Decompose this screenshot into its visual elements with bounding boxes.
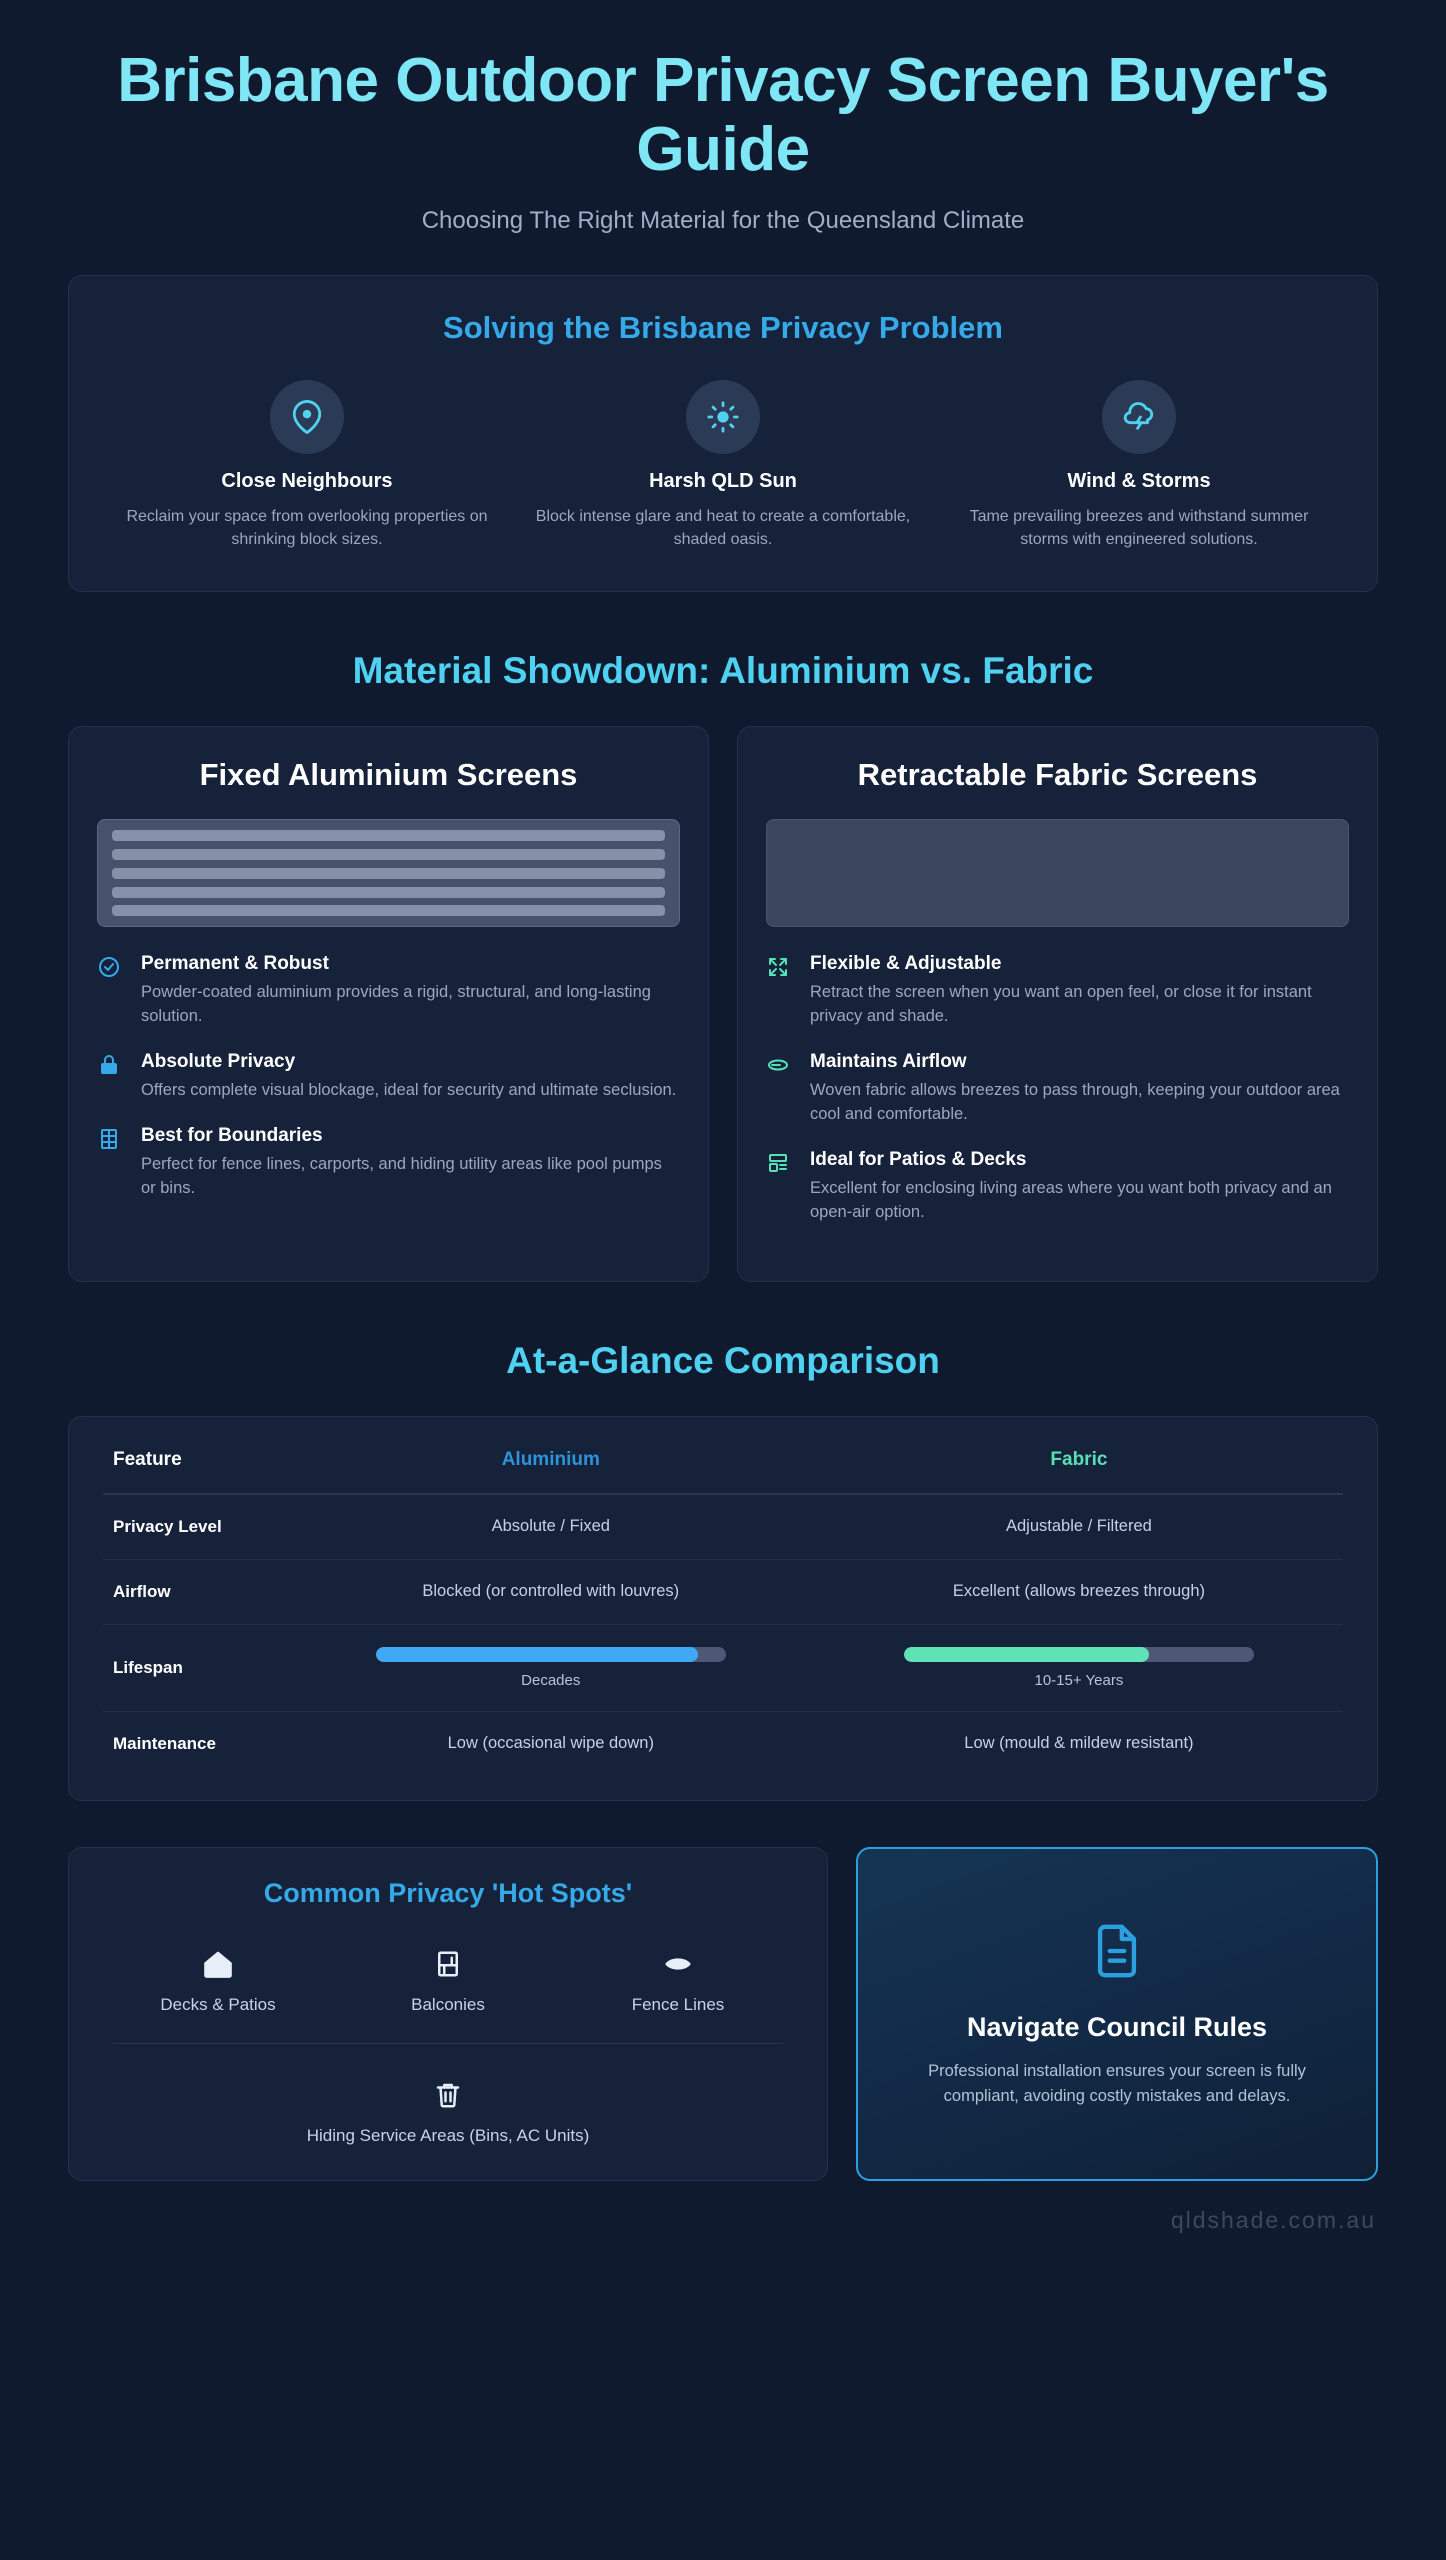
- patio-deck-icon: [766, 1149, 794, 1225]
- feature-heading: Ideal for Patios & Decks: [810, 1148, 1027, 1170]
- table-header-row: [103, 1427, 1343, 1494]
- feature-text: Woven fabric allows breezes to pass through, keeping your outdoor area cool and comfortable.: [810, 1081, 1340, 1124]
- fabric-feature: [766, 953, 1349, 1029]
- fence-line-icon: [563, 1939, 793, 1981]
- row-aluminium-bar: [287, 1624, 815, 1711]
- feature-text: Offers complete visual blockage, ideal for security and ultimate seclusion.: [141, 1081, 677, 1100]
- location-pin-icon: [270, 380, 344, 454]
- table-row: [103, 1494, 1343, 1560]
- fence-icon: [97, 1125, 125, 1201]
- row-feature: Maintenance: [113, 1733, 216, 1753]
- hotspots-card: [68, 1847, 828, 2181]
- problem-item-heading: Harsh QLD Sun: [649, 469, 797, 492]
- hotspots-title: Common Privacy 'Hot Spots': [263, 1877, 633, 1908]
- comparison-title: At-a-Glance Comparison: [506, 1339, 940, 1381]
- hotspot-footer-item: [103, 2070, 793, 2146]
- balcony-icon: [333, 1939, 563, 1981]
- lifespan-bar-fill-aluminium: [376, 1647, 698, 1662]
- column-header-aluminium: Aluminium: [501, 1448, 600, 1470]
- council-card: [856, 1847, 1378, 2181]
- divider: [113, 2043, 783, 2044]
- lock-icon: [97, 1051, 125, 1103]
- trash-bin-icon: [103, 2070, 793, 2112]
- row-fabric-bar: [815, 1624, 1343, 1711]
- hotspot-label: Balconies: [411, 1994, 485, 2014]
- louvre-slats-swatch: [97, 819, 680, 927]
- table-row: [103, 1559, 1343, 1624]
- row-fabric: Adjustable / Filtered: [1006, 1517, 1152, 1536]
- fabric-mesh-swatch: [766, 819, 1349, 927]
- feature-heading: Flexible & Adjustable: [810, 953, 1002, 975]
- house-icon: [103, 1939, 333, 1981]
- lifespan-label-fabric: 10-15+ Years: [1034, 1671, 1124, 1689]
- problem-item: [515, 380, 931, 551]
- problem-item-text: Tame prevailing breezes and withstand summer storms with engineered solutions.: [969, 507, 1309, 549]
- row-feature: Privacy Level: [113, 1516, 222, 1536]
- hotspot-item: [103, 1939, 333, 2015]
- hotspot-label: Decks & Patios: [160, 1994, 276, 2014]
- aluminium-card-title: Fixed Aluminium Screens: [199, 757, 578, 793]
- aluminium-card: [68, 726, 709, 1282]
- lifespan-bar-fill-fabric: [904, 1647, 1149, 1662]
- footer-site: qldshade.com.au: [1170, 2206, 1376, 2233]
- column-header-feature: Feature: [113, 1448, 182, 1470]
- column-header-fabric: Fabric: [1050, 1448, 1108, 1470]
- hotspot-label: Fence Lines: [631, 1994, 725, 2014]
- table-row: [103, 1624, 1343, 1711]
- row-feature: Lifespan: [113, 1657, 183, 1677]
- feature-text: Perfect for fence lines, carports, and hiding utility areas like pool pumps or bins.: [141, 1155, 662, 1197]
- hotspot-item: [333, 1939, 563, 2015]
- problem-section-title: Solving the Brisbane Privacy Problem: [443, 309, 1003, 345]
- row-aluminium: Absolute / Fixed: [491, 1517, 610, 1536]
- fabric-feature: [766, 1149, 1349, 1225]
- comparison-table-card: [68, 1416, 1378, 1801]
- page-title: Brisbane Outdoor Privacy Screen Buyer's Guide: [117, 46, 1329, 185]
- feature-heading: Permanent & Robust: [141, 953, 329, 975]
- lifespan-bar-track-fabric: [904, 1647, 1254, 1662]
- airflow-icon: [766, 1051, 794, 1127]
- check-circle-icon: [97, 953, 125, 1029]
- council-text: Professional installation ensures your screen is fully compliant, avoiding costly mistakes and delays.: [928, 2062, 1306, 2105]
- comparison-table: [103, 1427, 1343, 1776]
- problem-item: [99, 380, 515, 551]
- lifespan-bar-track-aluminium: [376, 1647, 726, 1662]
- expand-arrows-icon: [766, 953, 794, 1029]
- feature-heading: Absolute Privacy: [141, 1051, 296, 1073]
- problem-section: [68, 275, 1378, 592]
- sun-icon: [686, 380, 760, 454]
- feature-heading: Maintains Airflow: [810, 1051, 967, 1073]
- feature-heading: Best for Boundaries: [141, 1125, 323, 1147]
- feature-text: Retract the screen when you want an open feel, or close it for instant privacy and shade.: [810, 983, 1312, 1026]
- fabric-card: [737, 726, 1378, 1282]
- aluminium-feature: [97, 1051, 680, 1103]
- problem-item-text: Reclaim your space from overlooking properties on shrinking block sizes.: [126, 507, 488, 549]
- feature-text: Powder-coated aluminium provides a rigid, structural, and long-lasting solution.: [141, 983, 651, 1026]
- table-row: [103, 1711, 1343, 1776]
- showdown-title: Material Showdown: Aluminium vs. Fabric: [352, 650, 1094, 692]
- aluminium-feature: [97, 1125, 680, 1201]
- lifespan-label-aluminium: Decades: [521, 1671, 581, 1689]
- row-aluminium: Low (occasional wipe down): [447, 1734, 654, 1753]
- feature-text: Excellent for enclosing living areas where you want both privacy and an open-air option.: [810, 1178, 1332, 1221]
- problem-item-text: Block intense glare and heat to create a comfortable, shaded oasis.: [535, 507, 911, 549]
- storm-cloud-icon: [1102, 380, 1176, 454]
- aluminium-feature: [97, 953, 680, 1029]
- row-fabric: Excellent (allows breezes through): [952, 1582, 1206, 1601]
- fabric-card-title: Retractable Fabric Screens: [857, 757, 1258, 793]
- problem-item: [931, 380, 1347, 551]
- problem-item-heading: Wind & Storms: [1067, 469, 1211, 492]
- row-aluminium: Blocked (or controlled with louvres): [422, 1582, 680, 1601]
- row-fabric: Low (mould & mildew resistant): [964, 1734, 1194, 1753]
- row-feature: Airflow: [113, 1581, 171, 1601]
- hotspot-item: [563, 1939, 793, 2015]
- fabric-feature: [766, 1051, 1349, 1127]
- problem-item-heading: Close Neighbours: [221, 469, 393, 492]
- council-title: Navigate Council Rules: [966, 2012, 1268, 2043]
- document-icon: [1088, 1919, 1146, 1988]
- hotspot-footer-label: Hiding Service Areas (Bins, AC Units): [306, 2125, 590, 2145]
- page-subtitle: Choosing The Right Material for the Queensland Climate: [421, 206, 1025, 234]
